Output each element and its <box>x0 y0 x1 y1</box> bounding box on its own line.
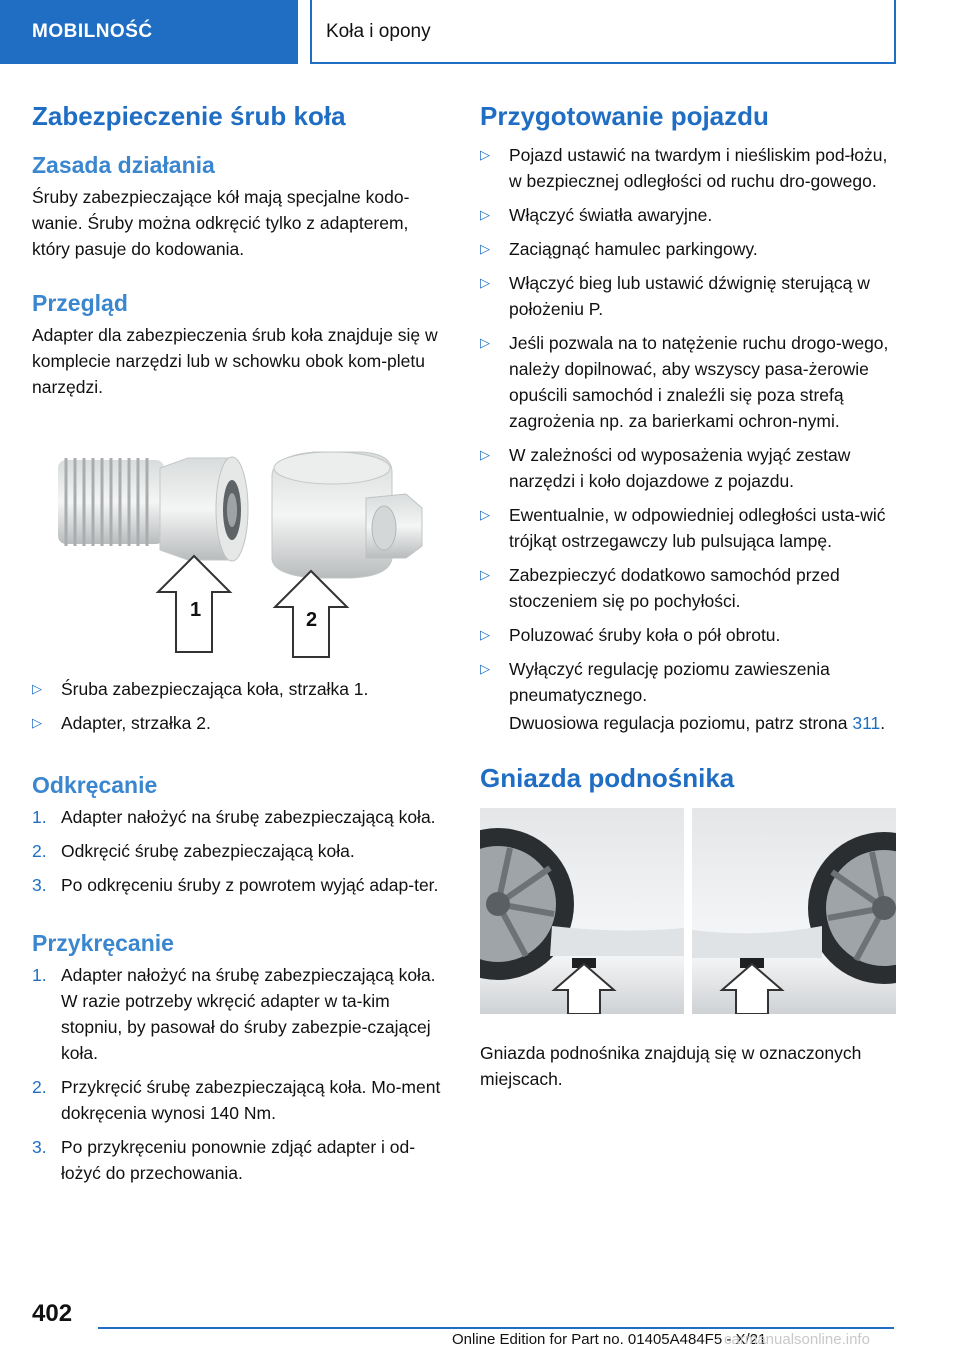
section-title-jack-points: Gniazda podnośnika <box>480 763 735 793</box>
heading-unscrew: Odkręcanie <box>32 772 158 798</box>
step-text: Adapter nałożyć na śrubę zabezpieczającą koła. W razie potrzeby wkręcić adapter w ta-kim stopniu, by pasował do śruby zabezpie-czającej koła. <box>61 965 436 1063</box>
page-reference-link[interactable]: 311 <box>852 713 881 733</box>
principle-text: Śruby zabezpieczające kół mają specjalne kodo-wanie. Śruby można odkręcić tylko z adapterem, który pasuje do kodowania. <box>32 187 410 259</box>
wheel-lock-illustration <box>32 428 450 666</box>
note-end: . <box>880 713 886 733</box>
arrow-label-1: 1 <box>190 599 202 621</box>
list-item <box>32 962 450 1066</box>
arrow-label-2: 2 <box>306 609 318 631</box>
step-text: Po odkręceniu śruby z powrotem wyjąć adap-ter. <box>61 875 439 895</box>
note-text: Dwuosiowa regulacja poziomu, patrz strona <box>509 713 853 733</box>
screw-steps <box>32 962 450 1186</box>
list-item: ▷ Poluzować śruby koła o pół obrotu. <box>480 622 896 648</box>
list-item: ▷ Adapter, strzałka 2. <box>32 710 450 736</box>
step-number: 1. <box>32 807 47 827</box>
list-item: ▷ Śruba zabezpieczająca koła, strzałka 1. <box>32 676 450 702</box>
list-item: ▷ Wyłączyć regulację poziomu zawieszenia pneumatycznego. <box>480 656 896 708</box>
unscrew-steps <box>32 804 450 898</box>
heading-screw: Przykręcanie <box>32 930 174 956</box>
left-column <box>32 100 450 1194</box>
list-item <box>32 872 450 898</box>
list-item <box>32 1134 450 1186</box>
list-item: ▷ W zależności od wyposażenia wyjąć zestaw narzędzi i koło dojazdowe z pojazdu. <box>480 442 896 494</box>
section-title-wheel-locks: Zabezpieczenie śrub koła <box>32 101 346 131</box>
step-number: 3. <box>32 875 47 895</box>
list-item: ▷ Pojazd ustawić na twardym i nieśliskim pod-łożu, w bezpiecznej odległości od ruchu dro-gowego. <box>480 142 896 194</box>
section-tab: MOBILNOŚĆ <box>0 0 298 64</box>
wheel-lock-figure <box>32 428 450 666</box>
list-item: ▷ Zaciągnąć hamulec parkingowy. <box>480 236 896 262</box>
chapter-title: Koła i opony <box>310 0 896 64</box>
edition-text: Online Edition for Part no. 01405A484F5 - X/21 <box>452 1331 767 1348</box>
step-number: 3. <box>32 1137 47 1157</box>
step-text: Adapter nałożyć na śrubę zabezpieczającą koła. <box>61 807 436 827</box>
footer-divider <box>98 1327 894 1329</box>
list-item: ▷ Jeśli pozwala na to natężenie ruchu drogo-wego, należy dopilnować, aby wszyscy pasa-żerowie opuścili samochód i znaleźli się poza strefą zagrożenia np. za barierkami ochron-nymi. <box>480 330 896 434</box>
list-item: ▷ Ewentualnie, w odpowiedniej odległości usta-wić trójkąt ostrzegawczy lub pulsująca lampę. <box>480 502 896 554</box>
jack-points-caption: Gniazda podnośnika znajdują się w oznaczonych miejscach. <box>480 1043 862 1089</box>
heading-overview: Przegląd <box>32 290 128 316</box>
right-column <box>480 100 896 1092</box>
list-item <box>32 804 450 830</box>
list-item <box>32 838 450 864</box>
step-text: Przykręcić śrubę zabezpieczającą koła. Mo-ment dokręcenia wynosi 140 Nm. <box>61 1077 441 1123</box>
heading-principle: Zasada działania <box>32 152 215 178</box>
list-item <box>32 1074 450 1126</box>
page-number: 402 <box>32 1300 73 1327</box>
page-header <box>0 0 960 66</box>
step-text: Po przykręceniu ponownie zdjąć adapter i od-łożyć do przechowania. <box>61 1137 416 1183</box>
step-number: 2. <box>32 841 47 861</box>
watermark: carmanualsonline.info <box>724 1331 870 1348</box>
list-item: ▷ Zabezpieczyć dodatkowo samochód przed stoczeniem się po pochyłości. <box>480 562 896 614</box>
vehicle-prep-list <box>480 142 896 708</box>
suspension-note <box>480 710 896 736</box>
bolt-thread-shape <box>58 458 164 546</box>
jack-points-illustration <box>480 808 896 1014</box>
jack-points-figure <box>480 808 896 1014</box>
section-title-vehicle-prep: Przygotowanie pojazdu <box>480 101 769 131</box>
list-item: ▷ Włączyć światła awaryjne. <box>480 202 896 228</box>
list-item: ▷ Włączyć bieg lub ustawić dźwignię sterującą w położeniu P. <box>480 270 896 322</box>
step-text: Odkręcić śrubę zabezpieczającą koła. <box>61 841 355 861</box>
step-number: 2. <box>32 1077 47 1097</box>
overview-text: Adapter dla zabezpieczenia śrub koła znajduje się w komplecie narzędzi lub w schowku obok kom-pletu narzędzi. <box>32 325 438 397</box>
overview-legend-list <box>32 676 450 736</box>
step-number: 1. <box>32 965 47 985</box>
